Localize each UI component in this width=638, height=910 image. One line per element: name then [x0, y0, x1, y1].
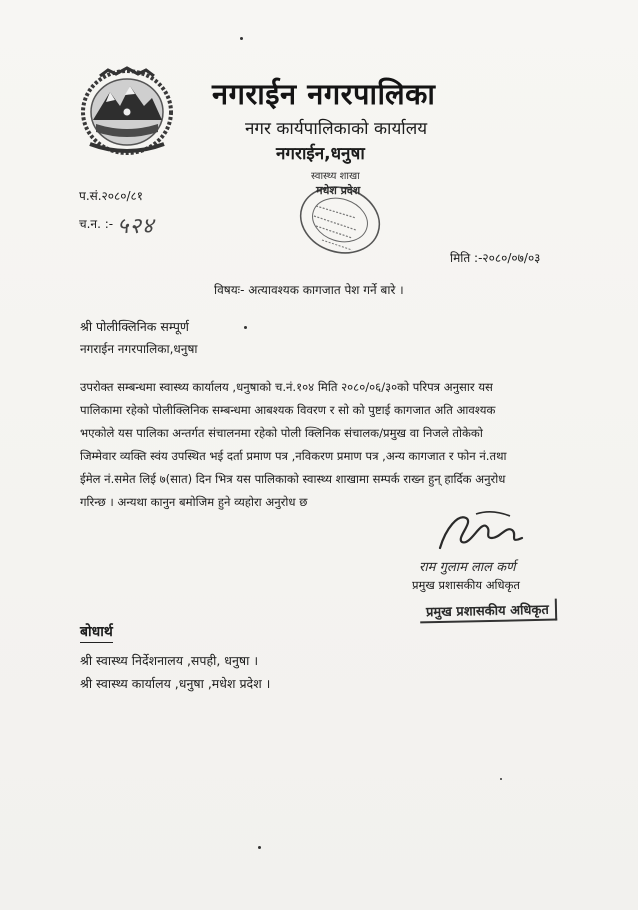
body-line: पालिकामा रहेको पोलीक्लिनिक सम्बन्धमा आबश्यक विवरण र सो को पुष्टाई कागजात अति आवश्यक: [80, 403, 496, 417]
recipient-line-2: नगराईन नगरपालिका,धनुषा: [80, 342, 198, 356]
office-location: नगराईन,धनुषा: [276, 144, 365, 164]
cc-item: श्री स्वास्थ्य निर्देशनालय ,सपही, धनुषा ।: [80, 653, 259, 668]
designation-stamp: प्रमुख प्रशासकीय अधिकृत: [420, 599, 557, 624]
signer-designation: प्रमुख प्रशासकीय अधिकृत: [412, 578, 520, 592]
nepal-emblem-icon: [78, 62, 176, 156]
cc-item: श्री स्वास्थ्य कार्यालय ,धनुषा ,मधेश प्रदेश ।: [80, 676, 271, 691]
handwritten-signature: [436, 508, 526, 554]
office-name: नगर कार्यपालिकाको कार्यालय: [245, 119, 428, 139]
dispatch-number-label: च.न. :-: [79, 217, 114, 231]
letter-date: मिति :-२०८०/०७/०३: [450, 251, 541, 265]
letter-body: [80, 376, 574, 514]
body-line: जिम्मेवार व्यक्ति स्वंय उपस्थित भई दर्ता प्रमाण पत्र ,नविकरण प्रमाण पत्र ,अन्य कागजात र फोन नं.तथा: [80, 449, 507, 463]
reference-number: प.सं.२०८०/८१: [79, 189, 144, 203]
signer-name: राम गुलाम लाल कर्ण: [419, 560, 516, 575]
scan-speck: [240, 37, 243, 40]
organization-name: नगराईन नगरपालिका: [212, 77, 436, 111]
body-line: गरिन्छ । अन्यथा कानुन बमोजिम हुने व्यहोरा अनुरोध छ: [80, 495, 308, 509]
scan-speck: [500, 778, 502, 780]
cc-heading: बोधार्थ: [80, 622, 113, 643]
scan-speck: [258, 846, 261, 849]
scan-speck: [244, 326, 247, 329]
recipient-line-1: श्री पोलीक्लिनिक सम्पूर्ण: [80, 319, 189, 334]
body-line: उपरोक्त सम्बन्धमा स्वास्थ्य कार्यालय ,धनुषाको च.नं.१०४ मिति २०८०/०६/३०को परिपत्र अनुसार यस: [80, 380, 493, 394]
dispatch-number-handwritten: ५२४: [117, 214, 155, 239]
stamp-section-name: स्वास्थ्य शाखा: [311, 171, 360, 182]
stamp-province: मधेश प्रदेश: [316, 184, 361, 197]
body-line: भएकोले यस पालिका अन्तर्गत संचालनमा रहेको पोली क्लिनिक संचालक/प्रमुख वा निजले तोकेको: [80, 426, 483, 440]
letter-subject: विषयः- अत्यावश्यक कागजात पेश गर्ने बारे ।: [214, 283, 404, 297]
body-line: ईमेल नं.समेत लिई ७(सात) दिन भित्र यस पालिकाको स्वास्थ्य शाखामा सम्पर्क राख्न हुन् हार्दिक अनुरोध: [80, 472, 506, 486]
